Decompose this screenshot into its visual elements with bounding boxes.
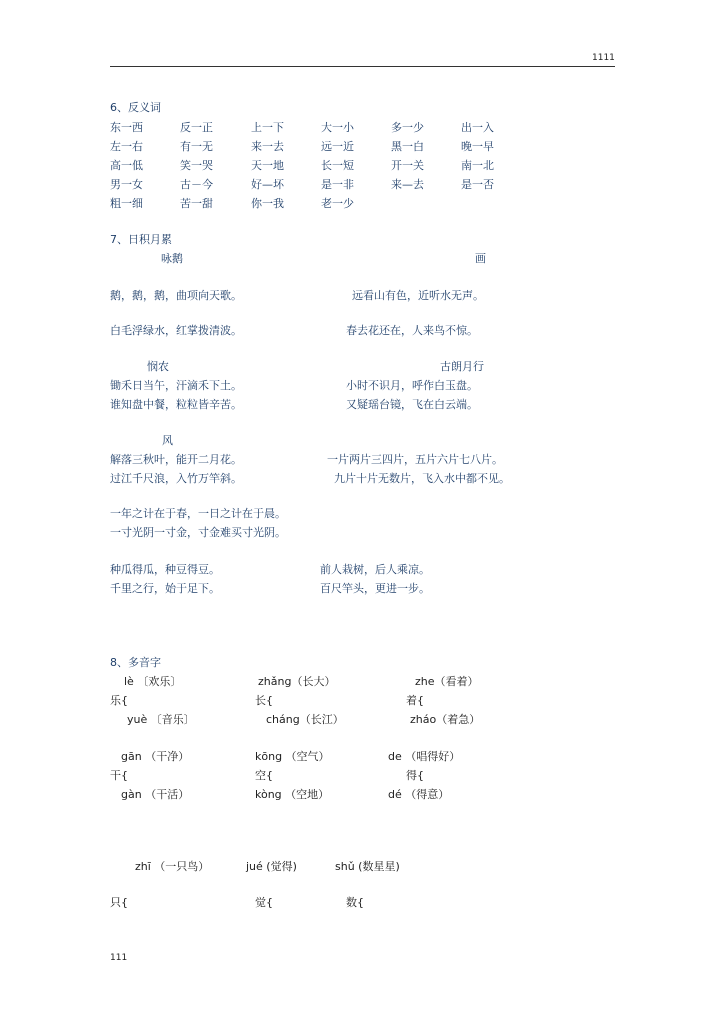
antonym-pair: 大一小: [321, 121, 354, 134]
poem-line: 锄禾日当午，汗滴禾下土。: [110, 379, 242, 392]
pinyin-zhi: zhī （一只鸟）: [135, 860, 210, 873]
pinyin-zhao: zháo（着急）: [410, 713, 481, 726]
polyphone-gan: 干{: [110, 769, 128, 782]
antonym-pair: 笑一哭: [180, 159, 213, 172]
pinyin-de: de （唱得好）: [388, 750, 461, 763]
antonym-pair: 古－今: [180, 178, 213, 191]
poem-line: 解落三秋叶，能开二月花。: [110, 453, 242, 466]
header-rule: [110, 66, 615, 67]
polyphone-zhi: 只{: [110, 896, 128, 909]
pinyin-de2: dé （得意）: [388, 788, 450, 801]
antonym-pair: 上一下: [251, 121, 284, 134]
proverb: 种瓜得瓜，种豆得豆。: [110, 563, 220, 576]
antonym-pair: 好—坏: [251, 178, 284, 191]
antonym-pair: 你一我: [251, 197, 284, 210]
polyphone-kong: 空{: [255, 769, 273, 782]
antonym-pair: 黑一白: [391, 140, 424, 153]
poem-line: 又疑瑶台镜，飞在白云端。: [346, 398, 478, 411]
pinyin-kong1: kōng （空气）: [255, 750, 330, 763]
poem-line: 白毛浮绿水，红掌拨清波。: [110, 324, 242, 337]
proverb: 千里之行，始于足下。: [110, 582, 220, 595]
proverb: 前人栽树，后人乘凉。: [320, 563, 430, 576]
proverb: 一年之计在于春，一日之计在于晨。: [110, 507, 286, 520]
poem-title-yonge: 咏鹅: [161, 252, 183, 265]
pinyin-gan4: gàn （干活）: [121, 788, 190, 801]
polyphone-zhe: 着{: [406, 694, 424, 707]
antonym-pair: 晚一早: [461, 140, 494, 153]
antonym-pair: 来一去: [251, 140, 284, 153]
header-page-number: 1111: [592, 53, 615, 63]
pinyin-jue: jué (觉得): [246, 860, 297, 873]
poem-line: 一片两片三四片，五片六片七八片。: [327, 453, 503, 466]
antonym-pair: 来—去: [391, 178, 424, 191]
pinyin-kong4: kòng （空地）: [255, 788, 330, 801]
polyphone-le: 乐{: [110, 694, 128, 707]
antonym-pair: 南一北: [461, 159, 494, 172]
antonym-pair: 苦一甜: [180, 197, 213, 210]
pinyin-chang: cháng（长江）: [266, 713, 344, 726]
poem-title-gulangyuexing: 古朗月行: [440, 360, 484, 373]
antonym-pair: 老一少: [321, 197, 354, 210]
antonym-pair: 东一西: [110, 121, 143, 134]
poem-line: 春去花还在，人来鸟不惊。: [346, 324, 478, 337]
antonym-pair: 粗一细: [110, 197, 143, 210]
antonym-pair: 男一女: [110, 178, 143, 191]
polyphone-jue: 觉{: [255, 896, 273, 909]
poem-line: 谁知盘中餐，粒粒皆辛苦。: [110, 398, 242, 411]
pinyin-le: lè 〔欢乐〕: [124, 675, 182, 688]
poem-title-minnong: 悯农: [147, 360, 169, 373]
antonym-pair: 天一地: [251, 159, 284, 172]
poem-line: 远看山有色，近听水无声。: [352, 289, 484, 302]
proverb: 一寸光阴一寸金，寸金难买寸光阴。: [110, 526, 286, 539]
poem-line: 鹅，鹅，鹅，曲项向天歌。: [110, 289, 242, 302]
antonym-pair: 是一否: [461, 178, 494, 191]
pinyin-shu: shǔ (数星星): [335, 860, 400, 873]
poem-line: 过江千尺浪，入竹万竿斜。: [110, 472, 242, 485]
antonym-pair: 远一近: [321, 140, 354, 153]
antonym-pair: 左一右: [110, 140, 143, 153]
pinyin-zhe: zhe（看着）: [415, 675, 479, 688]
section-8-title: 8、多音字: [110, 656, 161, 669]
antonym-pair: 是一非: [321, 178, 354, 191]
section-6-title: 6、反义词: [110, 101, 161, 114]
pinyin-yue: yuè 〔音乐〕: [127, 713, 195, 726]
antonym-pair: 开一关: [391, 159, 424, 172]
antonym-pair: 出一入: [461, 121, 494, 134]
antonym-pair: 反一正: [180, 121, 213, 134]
antonym-pair: 多一少: [391, 121, 424, 134]
antonym-pair: 高一低: [110, 159, 143, 172]
footer-page-number: 111: [110, 953, 128, 963]
antonym-pair: 长一短: [321, 159, 354, 172]
proverb: 百尺竿头，更进一步。: [320, 582, 430, 595]
poem-title-feng: 风: [162, 434, 173, 447]
polyphone-de: 得{: [406, 769, 424, 782]
pinyin-gan1: gān （干净）: [121, 750, 190, 763]
poem-line: 九片十片无数片，飞入水中都不见。: [334, 472, 510, 485]
antonym-pair: 有一无: [180, 140, 213, 153]
polyphone-zhang: 长{: [255, 694, 273, 707]
pinyin-zhang: zhǎng（长大）: [258, 675, 336, 688]
poem-title-hua: 画: [475, 252, 486, 265]
poem-line: 小时不识月，呼作白玉盘。: [346, 379, 478, 392]
polyphone-shu: 数{: [346, 896, 364, 909]
section-7-title: 7、日积月累: [110, 233, 172, 246]
